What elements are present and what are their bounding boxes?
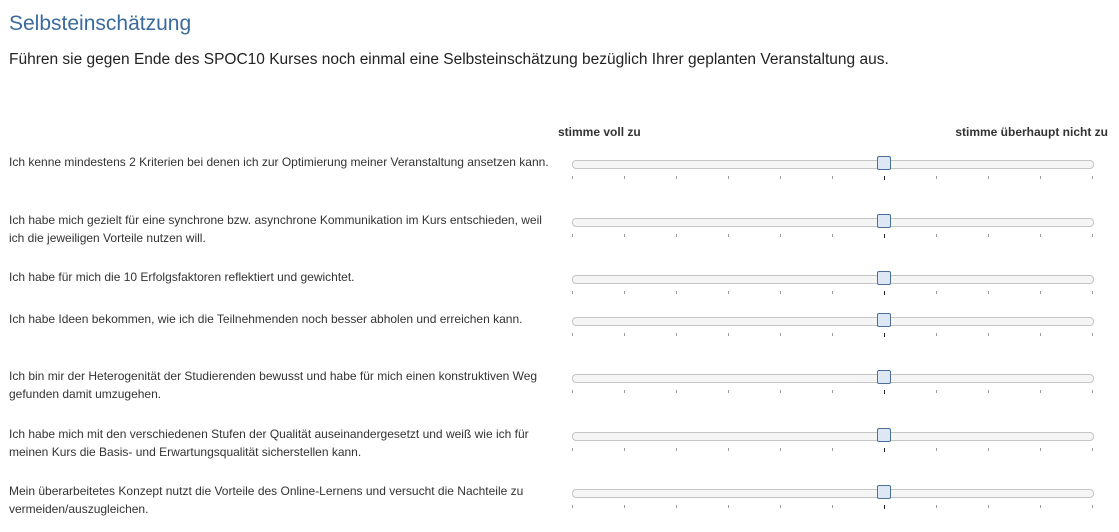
slider-tick xyxy=(832,234,833,237)
slider-tick xyxy=(884,390,885,394)
slider-tick xyxy=(572,333,573,336)
slider-tick xyxy=(988,390,989,393)
question-text: Ich habe Ideen bekommen, wie ich die Teilnehmenden noch besser abholen und erreichen kann. xyxy=(9,312,523,326)
slider-tick xyxy=(832,176,833,179)
slider-tick xyxy=(988,234,989,237)
slider-track[interactable] xyxy=(572,317,1094,326)
slider-tick xyxy=(884,505,885,509)
slider-track[interactable] xyxy=(572,489,1094,498)
rating-slider[interactable] xyxy=(572,275,1094,303)
rating-slider[interactable] xyxy=(572,218,1094,246)
slider-tick xyxy=(1092,176,1093,179)
slider-tick xyxy=(1040,333,1041,336)
slider-tick xyxy=(884,291,885,295)
slider-track[interactable] xyxy=(572,432,1094,441)
rating-slider[interactable] xyxy=(572,432,1094,460)
slider-tick xyxy=(728,291,729,294)
slider-tick xyxy=(988,448,989,451)
slider-handle[interactable] xyxy=(877,156,891,170)
slider-track[interactable] xyxy=(572,374,1094,383)
question-text: Ich habe mich gezielt für eine synchrone bzw. asynchrone Kommunikation im Kurs entschieden, weil ich die jeweiligen Vorteile nutzen will. xyxy=(9,213,542,245)
slider-handle[interactable] xyxy=(877,428,891,442)
question-row xyxy=(0,425,1119,475)
slider-tick xyxy=(676,505,677,508)
slider-tick xyxy=(832,333,833,336)
slider-tick xyxy=(676,448,677,451)
slider-tick xyxy=(1092,333,1093,336)
slider-tick xyxy=(936,333,937,336)
question-row xyxy=(0,482,1119,532)
slider-track[interactable] xyxy=(572,218,1094,227)
question-text: Ich habe für mich die 10 Erfolgsfaktoren reflektiert und gewichtet. xyxy=(9,270,355,284)
slider-tick xyxy=(988,505,989,508)
slider-tick xyxy=(988,176,989,179)
slider-tick xyxy=(1040,176,1041,179)
rating-slider[interactable] xyxy=(572,374,1094,402)
slider-handle[interactable] xyxy=(877,271,891,285)
slider-tick xyxy=(676,333,677,336)
slider-tick xyxy=(780,505,781,508)
slider-tick xyxy=(624,291,625,294)
slider-tick xyxy=(780,333,781,336)
rating-slider[interactable] xyxy=(572,317,1094,345)
slider-tick xyxy=(1092,234,1093,237)
question-text: Ich bin mir der Heterogenität der Studierenden bewusst und habe für mich einen konstruktiven Weg gefunden damit umzugehen. xyxy=(9,369,538,401)
slider-tick xyxy=(624,390,625,393)
slider-tick xyxy=(936,234,937,237)
slider-tick xyxy=(832,390,833,393)
slider-tick xyxy=(624,333,625,336)
scale-label-disagree: stimme überhaupt nicht zu xyxy=(955,125,1108,139)
slider-tick xyxy=(1092,505,1093,508)
question-text: Ich kenne mindestens 2 Kriterien bei denen ich zur Optimierung meiner Veranstaltung ansetzen kann. xyxy=(9,155,549,169)
question-text: Ich habe mich mit den verschiedenen Stufen der Qualität auseinandergesetzt und weiß wie ich für meinen Kurs die Basis- und Erwartungsqualität sicherstellen kann. xyxy=(9,427,529,459)
slider-tick xyxy=(936,176,937,179)
slider-tick xyxy=(780,291,781,294)
slider-tick xyxy=(780,448,781,451)
slider-tick xyxy=(936,390,937,393)
slider-tick xyxy=(572,390,573,393)
question-row xyxy=(0,310,1119,360)
rating-slider[interactable] xyxy=(572,489,1094,517)
slider-tick xyxy=(624,176,625,179)
question-row xyxy=(0,211,1119,261)
slider-handle[interactable] xyxy=(877,313,891,327)
slider-tick xyxy=(1040,291,1041,294)
slider-tick xyxy=(780,176,781,179)
slider-tick xyxy=(572,291,573,294)
question-row xyxy=(0,153,1119,203)
slider-handle[interactable] xyxy=(877,214,891,228)
slider-tick xyxy=(832,448,833,451)
slider-tick xyxy=(936,291,937,294)
slider-tick xyxy=(624,448,625,451)
slider-tick xyxy=(728,505,729,508)
slider-track[interactable] xyxy=(572,160,1094,169)
slider-tick xyxy=(1092,390,1093,393)
slider-tick xyxy=(1040,448,1041,451)
slider-tick xyxy=(1092,291,1093,294)
slider-tick xyxy=(988,333,989,336)
slider-tick xyxy=(884,176,885,180)
slider-tick xyxy=(676,291,677,294)
slider-tick xyxy=(676,176,677,179)
slider-tick xyxy=(780,234,781,237)
slider-tick xyxy=(624,505,625,508)
slider-tick xyxy=(1092,448,1093,451)
slider-tick xyxy=(1040,390,1041,393)
slider-tick xyxy=(988,291,989,294)
slider-tick xyxy=(728,234,729,237)
intro-text: Führen sie gegen Ende des SPOC10 Kurses noch einmal eine Selbsteinschätzung bezüglich Ihrer geplanten Veranstaltung aus. xyxy=(9,51,889,68)
slider-tick xyxy=(884,448,885,452)
slider-tick xyxy=(884,234,885,238)
slider-tick xyxy=(832,505,833,508)
slider-tick xyxy=(728,390,729,393)
rating-slider[interactable] xyxy=(572,160,1094,188)
slider-tick xyxy=(572,234,573,237)
slider-track[interactable] xyxy=(572,275,1094,284)
slider-tick xyxy=(936,505,937,508)
slider-tick xyxy=(884,333,885,337)
slider-tick xyxy=(572,505,573,508)
slider-tick xyxy=(1040,234,1041,237)
slider-tick xyxy=(676,234,677,237)
slider-tick xyxy=(624,234,625,237)
question-text: Mein überarbeitetes Konzept nutzt die Vorteile des Online-Lernens und versucht die Nachteile zu vermeiden/auszugleichen. xyxy=(9,484,524,516)
scale-label-agree: stimme voll zu xyxy=(558,125,641,139)
slider-tick xyxy=(728,176,729,179)
slider-tick xyxy=(676,390,677,393)
slider-tick xyxy=(832,291,833,294)
question-row xyxy=(0,367,1119,417)
slider-tick xyxy=(728,448,729,451)
slider-handle[interactable] xyxy=(877,370,891,384)
slider-tick xyxy=(572,176,573,179)
slider-tick xyxy=(572,448,573,451)
slider-tick xyxy=(728,333,729,336)
slider-handle[interactable] xyxy=(877,485,891,499)
slider-tick xyxy=(936,448,937,451)
page-title: Selbsteinschätzung xyxy=(9,12,192,35)
slider-tick xyxy=(780,390,781,393)
slider-tick xyxy=(1040,505,1041,508)
